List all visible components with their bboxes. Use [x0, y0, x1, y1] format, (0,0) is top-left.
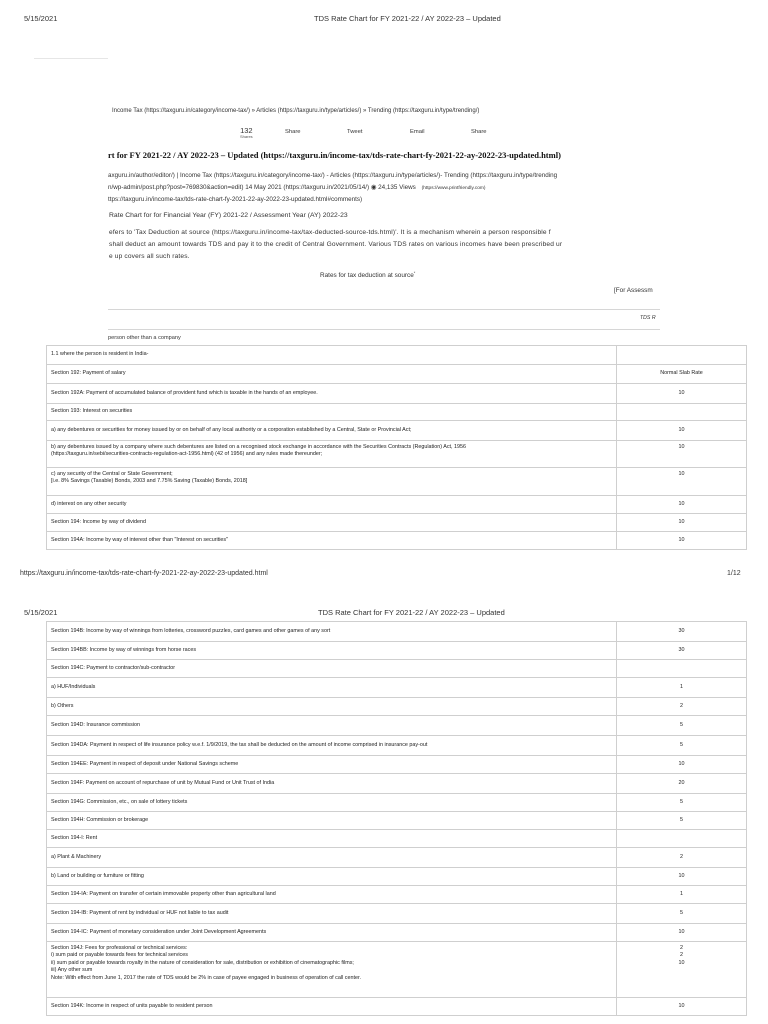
- share-count-number: 132: [240, 126, 253, 135]
- table-cell-rate: 10: [617, 441, 747, 468]
- share-button[interactable]: Share: [285, 129, 301, 135]
- table-row: [47, 698, 747, 716]
- breadcrumb[interactable]: Income Tax (https://taxguru.in/category/income-tax/) » Articles (https://taxguru.in/type/articles/) » Trending (https://taxguru.in/type/trending/): [112, 108, 480, 114]
- table-row: [47, 384, 747, 404]
- table-cell-desc: Section 194F: Payment on account of repurchase of unit by Mutual Fund or Unit Trust of India: [47, 774, 617, 794]
- table-cell-desc: c) any security of the Central or State Government; [i.e. 8% Savings (Taxable) Bonds, 2003 and 7.75% Saving (Taxable) Bonds, 2018]: [47, 468, 617, 496]
- table-cell-desc: b) Others: [47, 698, 617, 716]
- table-cell-rate: 10: [617, 532, 747, 550]
- table-header-top: [108, 309, 660, 310]
- table-row: [47, 496, 747, 514]
- tds-rate-table-page-1: [46, 345, 747, 550]
- article-comments-link[interactable]: ttps://taxguru.in/income-tax/tds-rate-chart-fy-2021-22-ay-2022-23-updated.html#comments): [108, 196, 363, 203]
- table-cell-rate: 10: [617, 496, 747, 514]
- table-cell-desc: Section 194-IC: Payment of monetary consideration under Joint Development Agreements: [47, 924, 617, 942]
- table-cell-rate: 10: [617, 868, 747, 886]
- rates-heading-asterisk: *: [413, 270, 416, 275]
- table-row: [47, 904, 747, 924]
- tds-rate-column-label: TDS R: [640, 315, 656, 321]
- table-row: [47, 924, 747, 942]
- table-row: [47, 756, 747, 774]
- table-cell-desc: Section 194H: Commission or brokerage: [47, 812, 617, 830]
- table-cell-desc: a) any debentures or securities for money issued by or on behalf of any local authority or a corporation established by a Central, State or Provincial Act;: [47, 421, 617, 441]
- table-cell-rate: 10: [617, 384, 747, 404]
- table-header-bottom: [108, 329, 660, 330]
- table-cell-rate: 30: [617, 642, 747, 660]
- intro-line-3: e up covers all such rates.: [109, 253, 190, 260]
- table-row: [47, 532, 747, 550]
- table-row: [47, 365, 747, 384]
- table-row: [47, 848, 747, 868]
- print-footer-page: 1/12: [727, 570, 741, 577]
- table-cell-desc: Section 194A: Income by way of interest other than "Interest on securities": [47, 532, 617, 550]
- table-row: [47, 660, 747, 678]
- table-row: [47, 830, 747, 848]
- table-cell-desc[interactable]: b) any debentures issued by a company where such debentures are listed on a recognised stock exchange in accordance with the Securities Contracts (Regulation) Act, 1956 (https://taxguru.in/sebi/securities-contracts-regulation-act-1956.html) (42 of 1956) and any rules made thereunder;: [47, 441, 617, 468]
- table-cell-desc: Section 194J: Fees for professional or technical services: i) sum paid or payable towards fees for technical services ii) sum paid or payable towards royalty in the nature of consideration for sale, distribution or exhibition of cinematographic films; iii) Any other sum Note: With effect from June 1, 2017 the rate of TDS would be 2% in case of payee engaged in business of operation of call center.: [47, 942, 617, 998]
- article-meta-date-text: n/wp-admin/post.php?post=769830&action=edit) 14 May 2021 (https://taxguru.in/2021/05/14/) ◉ 24,135 Views: [108, 184, 416, 191]
- table-cell-rate: 5: [617, 812, 747, 830]
- printfriendly-link[interactable]: (https://www.printfriendly.com): [421, 186, 486, 191]
- share-button-2[interactable]: Share: [471, 129, 487, 135]
- share-count-label: Shares: [240, 134, 253, 139]
- table-cell-rate: 1: [617, 678, 747, 698]
- table-row: [47, 441, 747, 468]
- table-cell-desc: Section 194DA: Payment in respect of life insurance policy w.e.f. 1/9/2019, the tax shall be deducted on the amount of income comprised in insurance pay-out: [47, 736, 617, 756]
- table-cell-rate: 10: [617, 998, 747, 1016]
- table-cell-rate: 30: [617, 622, 747, 642]
- table-row: [47, 774, 747, 794]
- rates-heading: [320, 270, 415, 279]
- intro-line-1[interactable]: efers to 'Tax Deduction at source (https://taxguru.in/income-tax/tax-deducted-source-tds.html)'. It is a mechanism wherein a person responsible f: [109, 229, 551, 236]
- table-cell-desc: Section 194EE: Payment in respect of deposit under National Savings scheme: [47, 756, 617, 774]
- table-cell-desc: Section 194-IA: Payment on transfer of certain immovable property other than agricultural land: [47, 886, 617, 904]
- table-cell-desc: a) Plant & Machinery: [47, 848, 617, 868]
- table-cell-desc: Section 194K: Income in respect of units payable to resident person: [47, 998, 617, 1016]
- tds-rate-table-page-2: [46, 621, 747, 1016]
- table-cell-rate: Normal Slab Rate: [617, 365, 747, 384]
- table-cell-desc: Section 194-I: Rent: [47, 830, 617, 848]
- table-cell-desc: Section 192A: Payment of accumulated balance of provident fund which is taxable in the hands of an employee.: [47, 384, 617, 404]
- table-cell-desc: Section 194D: Insurance commission: [47, 716, 617, 736]
- table-row: [47, 794, 747, 812]
- table-row: [47, 421, 747, 441]
- print-footer-url[interactable]: https://taxguru.in/income-tax/tds-rate-chart-fy-2021-22-ay-2022-23-updated.html: [20, 570, 268, 577]
- rates-heading-text: Rates for tax deduction at source: [320, 272, 414, 280]
- table-row: [47, 346, 747, 365]
- table-row: [47, 736, 747, 756]
- top-divider: [34, 58, 108, 59]
- table-cell-rate: 5: [617, 736, 747, 756]
- table-cell-rate: 10: [617, 421, 747, 441]
- table-cell-rate: 5: [617, 794, 747, 812]
- print-date: 5/15/2021: [24, 14, 58, 23]
- table-row: [47, 942, 747, 998]
- table-cell-rate: 10: [617, 468, 747, 496]
- email-button[interactable]: Email: [410, 129, 425, 135]
- table-cell-desc: 1.1 where the person is resident in India-: [47, 346, 617, 365]
- print-doc-title: TDS Rate Chart for FY 2021-22 / AY 2022-23 – Updated: [314, 14, 501, 23]
- table-row: [47, 868, 747, 886]
- print-doc-title-page-2: TDS Rate Chart for FY 2021-22 / AY 2022-23 – Updated: [318, 608, 505, 617]
- table-cell-rate: 2: [617, 848, 747, 868]
- table-cell-desc: Section 194B: Income by way of winnings from lotteries, crossword puzzles, card games and other games of any sort: [47, 622, 617, 642]
- table-row: [47, 812, 747, 830]
- tweet-button[interactable]: Tweet: [347, 129, 363, 135]
- table-cell-desc: Section 194: Income by way of dividend: [47, 514, 617, 532]
- table-cell-rate: 5: [617, 716, 747, 736]
- table-cell-rate: 10: [617, 924, 747, 942]
- table-row: [47, 514, 747, 532]
- print-date-page-2: 5/15/2021: [24, 608, 58, 617]
- share-count: [240, 126, 253, 139]
- table-first-row-label: person other than a company: [108, 335, 181, 341]
- table-cell-desc: d) interest on any other security: [47, 496, 617, 514]
- table-cell-rate: 20: [617, 774, 747, 794]
- intro-line-2: shall deduct an amount towards TDS and pay it to the credit of Central Government. Various TDS rates on various incomes have been prescribed ur: [109, 241, 563, 248]
- table-cell-rate: [617, 830, 747, 848]
- assessment-label: [For Assessm: [614, 287, 653, 294]
- table-cell-rate: 10: [617, 514, 747, 532]
- table-row: [47, 886, 747, 904]
- table-cell-rate: 2 2 10: [617, 942, 747, 998]
- table-cell-desc: Section 194BB: Income by way of winnings from horse races: [47, 642, 617, 660]
- article-title[interactable]: rt for FY 2021-22 / AY 2022-23 – Updated (https://taxguru.in/income-tax/tds-rate-chart-fy-2021-22-ay-2022-23-updated.html): [108, 150, 561, 160]
- table-row: [47, 468, 747, 496]
- table-cell-rate: 5: [617, 904, 747, 924]
- table-cell-rate: [617, 346, 747, 365]
- table-row: [47, 622, 747, 642]
- table-cell-desc: Section 194C: Payment to contractor/sub-contractor: [47, 660, 617, 678]
- table-cell-rate: [617, 404, 747, 421]
- table-cell-rate: 10: [617, 756, 747, 774]
- article-meta-date[interactable]: [108, 184, 485, 191]
- table-cell-desc: Section 194G: Commission, etc., on sale of lottery tickets: [47, 794, 617, 812]
- table-cell-desc: b) Land or building or furniture or fitting: [47, 868, 617, 886]
- table-cell-rate: 1: [617, 886, 747, 904]
- table-cell-rate: 2: [617, 698, 747, 716]
- article-meta-authors[interactable]: axguru.in/author/editor/) | Income Tax (https://taxguru.in/category/income-tax/) - Articles (https://taxguru.in/type/articles/)- Trending (https://taxguru.in/type/trending: [108, 172, 558, 179]
- table-cell-rate: [617, 660, 747, 678]
- table-cell-desc: a) HUF/Individuals: [47, 678, 617, 698]
- table-cell-desc: Section 192: Payment of salary: [47, 365, 617, 384]
- table-cell-desc: Section 194-IB: Payment of rent by individual or HUF not liable to tax audit: [47, 904, 617, 924]
- table-row: [47, 998, 747, 1016]
- table-row: [47, 716, 747, 736]
- table-row: [47, 642, 747, 660]
- table-cell-desc: Section 193: Interest on securities: [47, 404, 617, 421]
- article-subtitle: Rate Chart for for Financial Year (FY) 2021-22 / Assessment Year (AY) 2022-23: [109, 212, 348, 219]
- table-row: [47, 678, 747, 698]
- table-row: [47, 404, 747, 421]
